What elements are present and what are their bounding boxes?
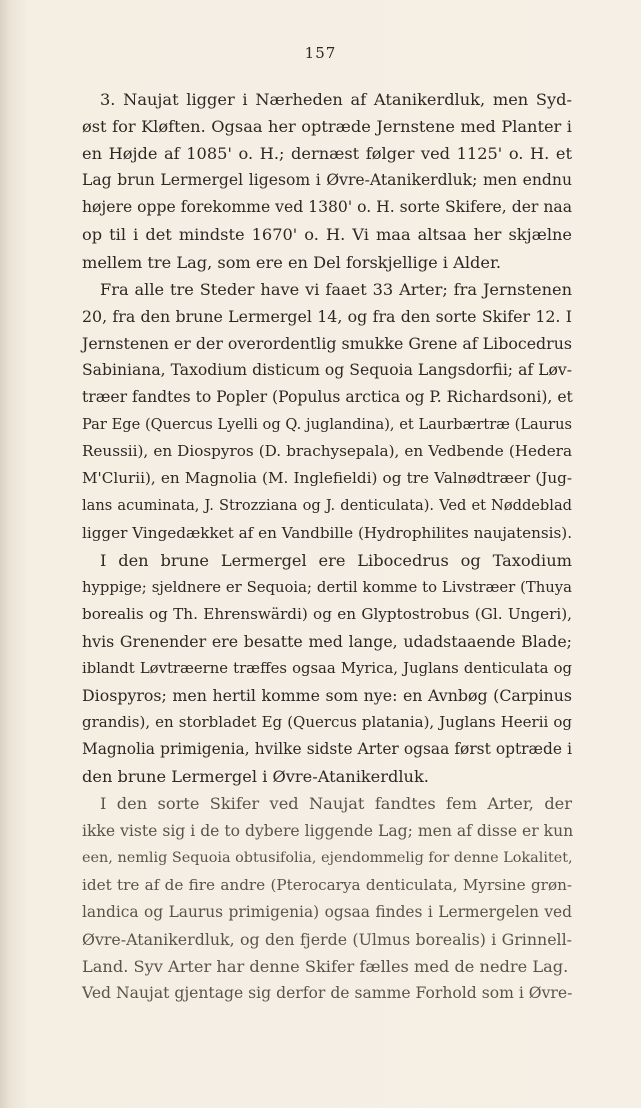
- text-line: 3. Naujat ligger i Nærheden af Atanikerdluk, men Syd-: [100, 90, 572, 109]
- body-text: [82, 86, 572, 1007]
- text-line: højere oppe forekomme ved 1380' o. H. sorte Skifere, der naa: [82, 198, 572, 217]
- text-line: hyppige; sjeldnere er Sequoia; dertil komme to Livstræer (Thuya: [82, 578, 572, 596]
- text-line: Jernstenen er der overordentlig smukke Grene af Libocedrus: [82, 333, 572, 353]
- text-line: mellem tre Lag, som ere en Del forskjellige i Alder.: [82, 252, 502, 272]
- text-line: Lag brun Lermergel ligesom i Øvre-Atanikerdluk; men endnu: [82, 171, 572, 190]
- text-line: Reussii), en Diospyros (D. brachysepala), en Vedbende (Hedera: [82, 442, 572, 461]
- text-line: Sabiniana, Taxodium disticum og Sequoia Langsdorfii; af Løv-: [82, 360, 572, 379]
- text-line: ikke viste sig i de to dybere liggende Lag; men af disse er kun: [82, 821, 574, 840]
- text-line: 20, fra den brune Lermergel 14, og fra den sorte Skifer 12. I: [82, 306, 572, 326]
- text-line: landica og Laurus primigenia) ogsaa findes i Lermergelen ved: [82, 902, 572, 921]
- text-line: den brune Lermergel i Øvre-Atanikerdluk.: [82, 767, 429, 787]
- text-line: idet tre af de fire andre (Pterocarya denticulata, Myrsine grøn-: [82, 875, 572, 894]
- text-line: Ved Naujat gjentage sig derfor de samme Forhold som i Øvre-: [82, 984, 573, 1003]
- text-line: træer fandtes to Popler (Populus arctica og P. Richardsoni), et: [82, 388, 573, 407]
- text-line: en Højde af 1085' o. H.; dernæst følger ved 1125' o. H. et: [82, 144, 572, 164]
- text-line: op til i det mindste 1670' o. H. Vi maa altsaa her skjælne: [82, 225, 572, 245]
- text-line: øst for Kløften. Ogsaa her optræde Jernstene med Planter i: [82, 117, 572, 137]
- text-line: Par Ege (Quercus Lyelli og Q. juglandina), et Laurbærtræ (Laurus: [82, 416, 572, 434]
- text-line: Øvre-Atanikerdluk, og den fjerde (Ulmus borealis) i Grinnell-: [82, 929, 572, 949]
- text-line: Magnolia primigenia, hvilke sidste Arter ogsaa først optræde i: [82, 740, 572, 759]
- text-line: M'Clurii), en Magnolia (M. Inglefieldi) og tre Valnødtræer (Jug-: [82, 469, 572, 488]
- text-line: I den brune Lermergel ere Libocedrus og Taxodium: [100, 550, 572, 570]
- text-line: een, nemlig Sequoia obtusifolia, ejendommelig for denne Lokalitet,: [82, 849, 573, 866]
- text-line: lans acuminata, J. Strozziana og J. denticulata). Ved et Nøddeblad: [82, 497, 572, 515]
- text-line: Fra alle tre Steder have vi faaet 33 Arter; fra Jernstenen: [100, 279, 572, 299]
- text-line: hvis Grenender ere besatte med lange, udadstaaende Blade;: [82, 631, 572, 651]
- page-number: 157: [304, 44, 337, 62]
- text-line: borealis og Th. Ehrenswärdi) og en Glyptostrobus (Gl. Ungeri),: [82, 604, 572, 623]
- text-line: I den sorte Skifer ved Naujat fandtes fem Arter, der: [100, 794, 572, 814]
- text-line: grandis), en storbladet Eg (Quercus platania), Juglans Heerii og: [82, 713, 572, 732]
- text-line: Diospyros; men hertil komme som nye: en Avnbøg (Carpinus: [82, 686, 572, 706]
- text-line: iblandt Løvtræerne træffes ogsaa Myrica, Juglans denticulata og: [82, 659, 572, 677]
- text-line: ligger Vingedækket af en Vandbille (Hydrophilites naujatensis).: [82, 523, 573, 542]
- text-line: Land. Syv Arter har denne Skifer fælles med de nedre Lag.: [82, 957, 569, 976]
